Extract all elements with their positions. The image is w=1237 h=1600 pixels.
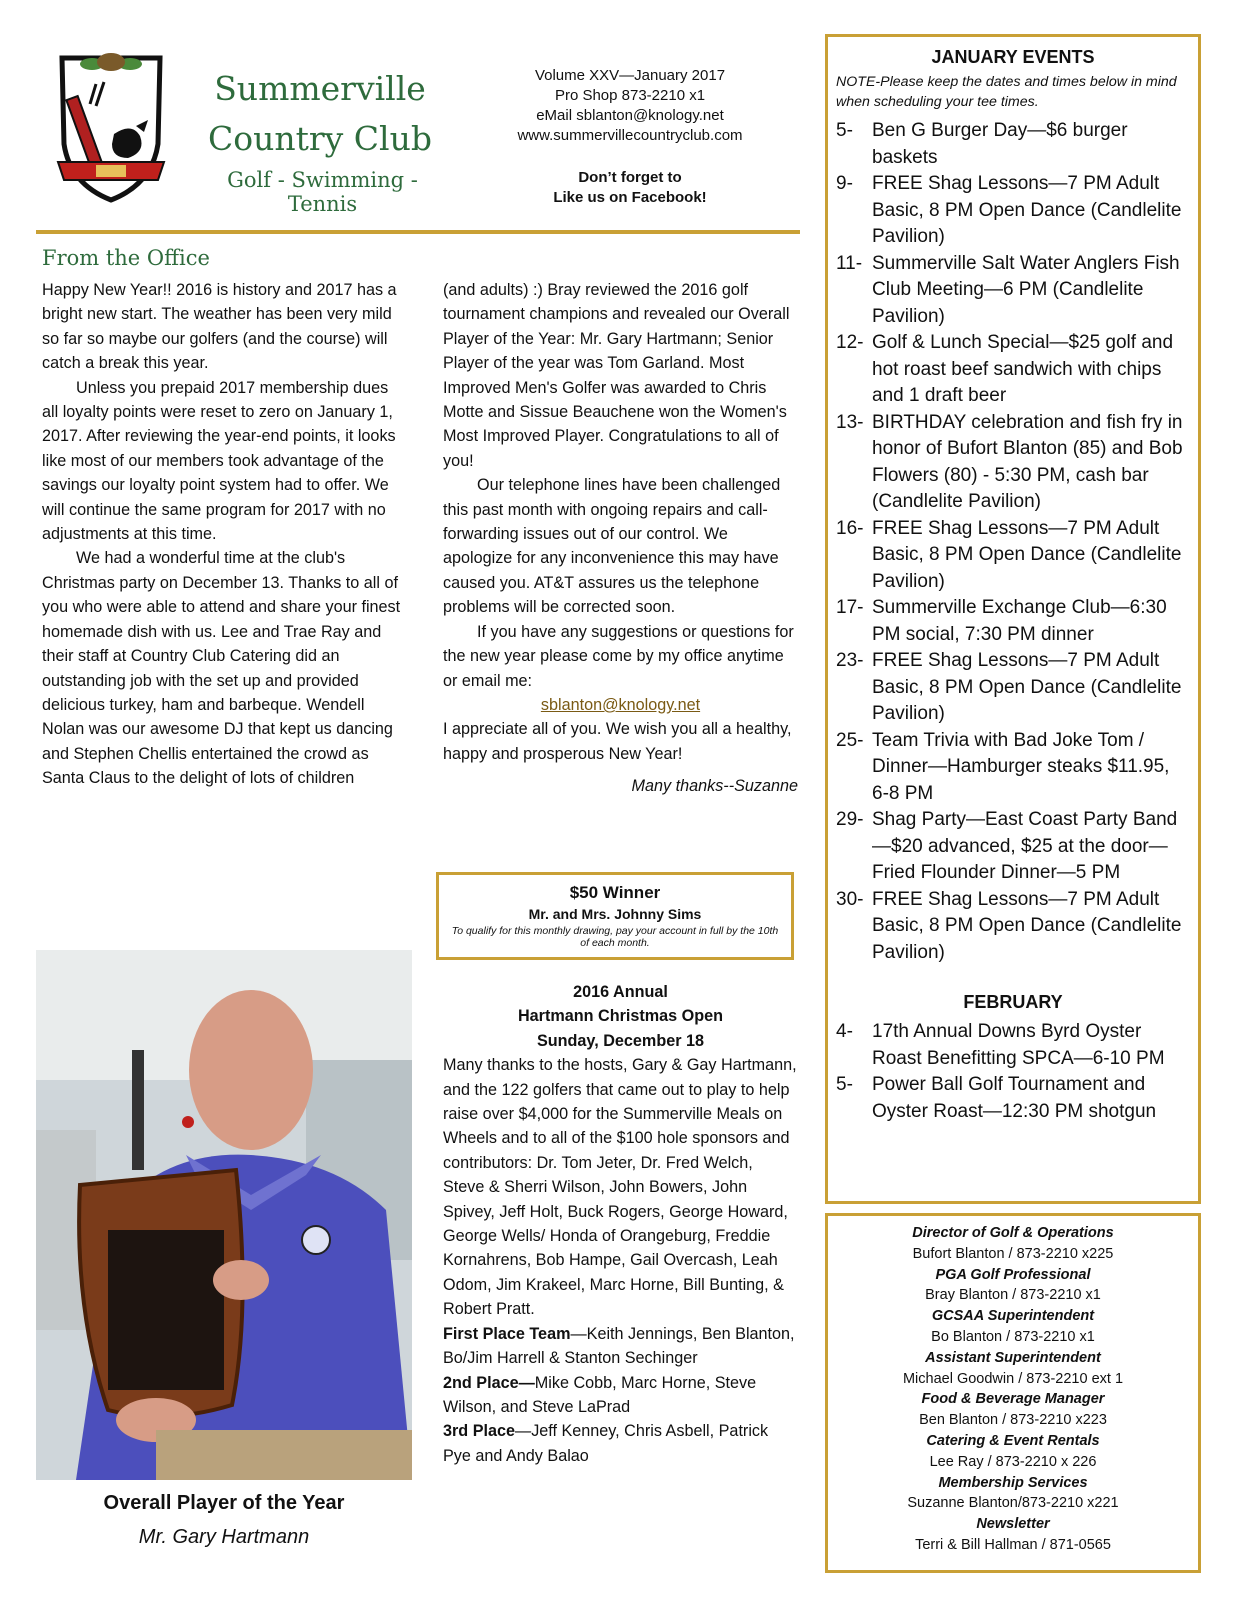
event-item: [836, 595, 1190, 648]
staff-role: Director of Golf & Operations: [912, 1225, 1114, 1241]
staff-contact: Lee Ray / 873-2210 x 226: [929, 1453, 1097, 1470]
event-day: 5-: [836, 120, 853, 141]
january-events-list: [836, 118, 1190, 966]
staff-contact: Ben Blanton / 873-2210 x223: [919, 1412, 1107, 1429]
masthead-info: [490, 66, 770, 208]
club-tagline: Golf - Swimming - Tennis: [227, 168, 418, 216]
event-day: 30-: [836, 888, 864, 910]
event-item: [836, 648, 1190, 728]
event-item: [836, 330, 1190, 410]
facebook-note: [490, 168, 770, 208]
website-line: www.summervillecountryclub.com: [517, 127, 743, 144]
winner-note: To qualify for this monthly drawing, pay your account in full by the 10th of each month.: [451, 925, 779, 949]
staff-role: GCSAA Superintendent: [931, 1308, 1095, 1325]
event-day: 16-: [836, 517, 864, 539]
office-paragraph: If you have any suggestions or questions for the new year please come by my office anytime or email me:: [443, 622, 794, 690]
event-day: 5-: [836, 1074, 853, 1095]
tournament-section: [443, 980, 798, 1468]
event-day: 13-: [836, 411, 864, 433]
office-signature: Many thanks--Suzanne: [631, 777, 798, 796]
staff-contact: Suzanne Blanton/873-2210 x221: [907, 1495, 1119, 1512]
event-day: 25-: [836, 729, 864, 751]
staff-role: PGA Golf Professional: [935, 1266, 1091, 1283]
event-text: Summerville Exchange Club—6:30 PM social, 7:30 PM dinner: [872, 597, 1167, 645]
club-logo-crest: [52, 44, 170, 204]
event-text: FREE Shag Lessons—7 PM Adult Basic, 8 PM Open Dance (Candlelite Pavilion): [872, 650, 1182, 724]
staff-role: Food & Beverage Manager: [921, 1391, 1105, 1408]
event-text: Ben G Burger Day—$6 burger baskets: [872, 120, 1128, 168]
tournament-heading-1: 2016 Annual: [573, 983, 668, 1001]
february-events-list: [836, 1019, 1190, 1125]
second-place-label: 2nd Place—: [443, 1373, 535, 1392]
player-of-year-photo: [36, 950, 412, 1480]
first-place-text: —Keith Jennings, Ben Blanton, Bo/Jim Harrell & Stanton Sechinger: [443, 1324, 795, 1368]
event-item: [836, 887, 1190, 967]
tournament-heading-3: Sunday, December 18: [536, 1031, 705, 1050]
office-paragraph: (and adults) :) Bray reviewed the 2016 golf tournament champions and revealed our Overall Player of the Year: Mr. Gary Hartmann; Senior Player of the year was Tom Garland. Most Improved Men's Golfer was awarded to Chris Motte and Sissue Beauchene won the Women's Most Improved Player. Congratulations to all of you!: [443, 281, 790, 470]
staff-role: Membership Services: [938, 1474, 1088, 1491]
photo-caption-title: Overall Player of the Year: [103, 1492, 345, 1514]
pro-shop-line: Pro Shop 873-2210 x1: [554, 87, 706, 104]
facebook-line1: Don’t forget to: [578, 169, 682, 186]
first-place-label: First Place Team: [443, 1324, 571, 1343]
event-item: [836, 118, 1190, 171]
winner-name: Mr. and Mrs. Johnny Sims: [528, 906, 702, 922]
email-line: eMail sblanton@knology.net: [536, 107, 724, 124]
event-item: [836, 410, 1190, 516]
event-text: Team Trivia with Bad Joke Tom / Dinner—Hamburger steaks $11.95, 6-8 PM: [872, 729, 1170, 804]
event-text: Shag Party—East Coast Party Band—$20 advanced, $25 at the door—Fried Flounder Dinner—5 PM: [872, 809, 1178, 883]
staff-contact: Terri & Bill Hallman / 871-0565: [915, 1536, 1111, 1553]
event-text: 17th Annual Downs Byrd Oyster Roast Benefitting SPCA—6-10 PM: [872, 1021, 1165, 1069]
staff-role: Catering & Event Rentals: [926, 1432, 1100, 1449]
office-column-2: [443, 278, 798, 799]
staff-contact: Bo Blanton / 873-2210 x1: [931, 1328, 1095, 1345]
office-paragraph: We had a wonderful time at the club's Christmas party on December 13. Thanks to all of you who were able to attend and share your finest homemade dish with us. Lee and Trae Ray and their staff at Country Club Catering did an outstanding job with the set up and provided delicious turkey, ham and barbeque. Wendell Nolan was our awesome DJ that kept us dancing and Stephen Chellis entertained the crowd as Santa Claus to the delight of lots of children: [42, 549, 401, 788]
first-place: [443, 1322, 798, 1371]
club-name-line2: Country Club: [208, 119, 432, 158]
event-text: FREE Shag Lessons—7 PM Adult Basic, 8 PM Open Dance (Candlelite Pavilion): [872, 888, 1182, 963]
event-item: [836, 171, 1190, 251]
volume-line: Volume XXV—January 2017: [534, 67, 726, 84]
event-day: 17-: [836, 597, 864, 618]
event-day: 4-: [836, 1021, 853, 1042]
event-text: Golf & Lunch Special—$25 golf and hot roast beef sandwich with chips and 1 draft beer: [872, 332, 1174, 406]
event-day: 9-: [836, 173, 853, 194]
office-paragraph: Happy New Year!! 2016 is history and 2017 has a bright new start. The weather has been very mild so far so maybe our golfers (and the course) will catch a break this year.: [42, 281, 397, 373]
january-events-title: JANUARY EVENTS: [931, 47, 1095, 67]
winner-box: [436, 872, 794, 960]
event-text: FREE Shag Lessons—7 PM Adult Basic, 8 PM Open Dance (Candlelite Pavilion): [872, 517, 1182, 592]
third-place-label: 3rd Place: [443, 1422, 515, 1441]
office-column-1: [42, 278, 404, 791]
staff-contact: Bray Blanton / 873-2210 x1: [925, 1287, 1101, 1304]
second-place-text: Mike Cobb, Marc Horne, Steve Wilson, and Steve LaPrad: [443, 1373, 757, 1416]
event-day: 12-: [836, 332, 864, 353]
third-place-text: —Jeff Kenney, Chris Asbell, Patrick Pye and Andy Balao: [443, 1422, 769, 1465]
club-name: [200, 64, 440, 164]
events-note: NOTE-Please keep the dates and times below in mind when scheduling your tee times.: [836, 74, 1177, 110]
event-item: [836, 1019, 1190, 1072]
february-events-title: FEBRUARY: [963, 992, 1063, 1012]
event-item: [836, 1072, 1190, 1125]
staff-contact: Michael Goodwin / 873-2210 ext 1: [902, 1370, 1124, 1387]
event-text: BIRTHDAY celebration and fish fry in honor of Bufort Blanton (85) and Bob Flowers (80) - 5:30 PM, cash bar (Candlelite Pavilion): [872, 411, 1183, 512]
club-name-line1: Summerville: [214, 69, 426, 108]
tournament-heading-2: Hartmann Christmas Open: [517, 1007, 724, 1026]
office-email-link[interactable]: sblanton@knology.net: [540, 695, 701, 714]
event-item: [836, 251, 1190, 331]
photo-caption-name: Mr. Gary Hartmann: [138, 1526, 310, 1548]
office-section-title: From the Office: [42, 246, 210, 270]
event-item: [836, 728, 1190, 808]
event-text: FREE Shag Lessons—7 PM Adult Basic, 8 PM Open Dance (Candlelite Pavilion): [872, 173, 1182, 247]
staff-role: Newsletter: [976, 1516, 1050, 1533]
winner-title: $50 Winner: [569, 883, 661, 902]
events-box: [825, 34, 1201, 1204]
facebook-line2: Like us on Facebook!: [553, 189, 707, 206]
office-paragraph: Our telephone lines have been challenged this past month with ongoing repairs and call-forwarding issues out of our control. We apologize for any inconvenience this may have caused you. AT&T assures us the telephone problems will be corrected soon.: [443, 476, 781, 617]
event-text: Summerville Salt Water Anglers Fish Club Meeting—6 PM (Candlelite Pavilion): [872, 252, 1180, 327]
office-paragraph: Unless you prepaid 2017 membership dues all loyalty points were reset to zero on January 1, 2017. After reviewing the year-end points, it looks like most of our members took advantage of the savings our loyalty point system had to offer. We will continue the same program for 2017 with no adjustments at this time.: [42, 378, 396, 544]
staff-role: Assistant Superintendent: [925, 1349, 1101, 1366]
event-day: 29-: [836, 809, 864, 830]
event-day: 23-: [836, 650, 864, 671]
event-item: [836, 807, 1190, 887]
staff-directory-box: [825, 1213, 1201, 1573]
second-place: [443, 1371, 798, 1420]
event-item: [836, 516, 1190, 596]
event-text: Power Ball Golf Tournament and Oyster Roast—12:30 PM shotgun: [872, 1074, 1157, 1122]
tournament-body: Many thanks to the hosts, Gary & Gay Hartmann, and the 122 golfers that came out to play to help raise over $4,000 for the Summerville Meals on Wheels and to all of the $100 hole sponsors and contributors: Dr. Tom Jeter, Dr. Fred Welch, Steve & Sherri Wilson, John Bowers, John Spivey, Jeff Holt, Buck Rogers, George Howard, George Wells/ Honda of Orangeburg, Freddie Kornahrens, Bob Hampe, Gail Overcash, Leah Odom, Jim Krakeel, Marc Horne, Bill Bunting, & Robert Pratt.: [443, 1056, 797, 1319]
office-closing: I appreciate all of you. We wish you all a healthy, happy and prosperous New Year!: [443, 720, 792, 763]
staff-contact: Bufort Blanton / 873-2210 x225: [912, 1245, 1114, 1262]
event-day: 11-: [836, 252, 863, 274]
header-divider: [36, 230, 800, 234]
third-place: [443, 1419, 798, 1468]
